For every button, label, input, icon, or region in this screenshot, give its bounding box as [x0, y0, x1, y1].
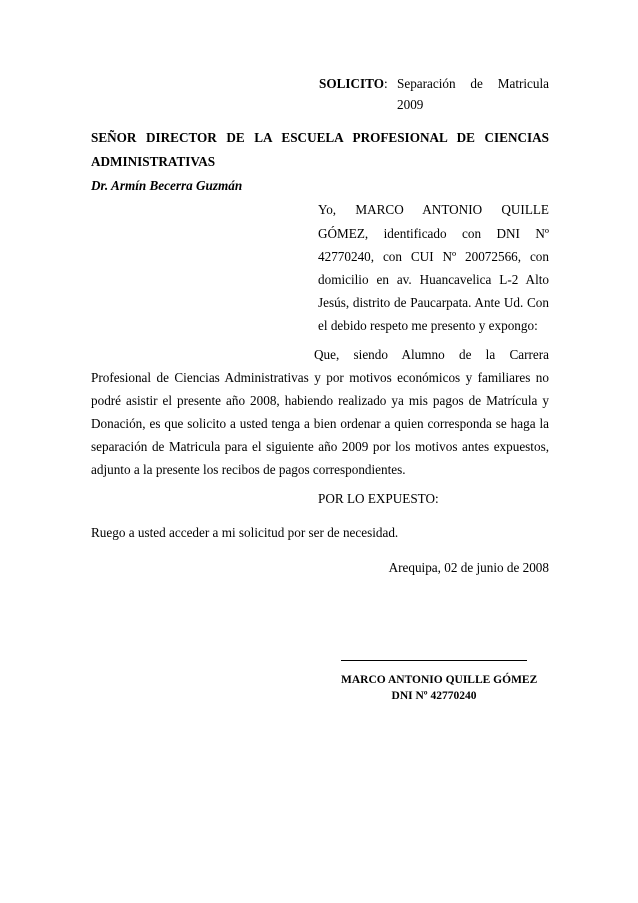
intro-line-1: Yo, MARCO ANTONIO QUILLE — [318, 202, 549, 217]
solicito-line-1 — [319, 76, 549, 92]
body-line-1: Que, siendo Alumno de la Carrera — [314, 347, 549, 362]
place-date: Arequipa, 02 de junio de 2008 — [388, 560, 549, 575]
ruego-text: Ruego a usted acceder a mi solicitud por ser de necesidad. — [91, 525, 399, 540]
solicito-text-1: Separación de Matricula — [397, 76, 549, 91]
body-line-4: Donación, es que solicito a usted tenga a bien ordenar a quien corresponda se haga la — [91, 416, 549, 431]
intro-line-2: GÓMEZ, identificado con DNI Nº — [318, 226, 549, 241]
por-lo-expuesto: POR LO EXPUESTO: — [318, 491, 439, 506]
signature-name: MARCO ANTONIO QUILLE GÓMEZ — [341, 674, 538, 686]
solicito-colon: : — [384, 76, 388, 91]
solicito-text-2: 2009 — [397, 97, 424, 112]
signature-dni: DNI Nº 42770240 — [391, 690, 477, 702]
addressee-name: Dr. Armín Becerra Guzmán — [91, 178, 243, 193]
body-line-6: adjunto a la presente los recibos de pagos correspondientes. — [91, 462, 406, 477]
signature-line — [341, 660, 527, 661]
intro-line-5: Jesús, distrito de Paucarpata. Ante Ud. Con — [318, 295, 549, 310]
intro-line-4: domicilio en av. Huancavelica L-2 Alto — [318, 272, 549, 287]
solicito-label: SOLICITO — [319, 76, 384, 91]
addressee-line-1: SEÑOR DIRECTOR DE LA ESCUELA PROFESIONAL DE CIENCIAS — [91, 130, 549, 145]
body-line-2: Profesional de Ciencias Administrativas y por motivos económicos y familiares no — [91, 370, 549, 385]
body-line-5: separación de Matricula para el siguiente año 2009 por los motivos antes expuestos, — [91, 439, 549, 454]
body-line-3: podré asistir el presente año 2008, habiendo realizado ya mis pagos de Matrícula y — [91, 393, 549, 408]
addressee-line-2: ADMINISTRATIVAS — [91, 154, 216, 169]
intro-line-6: el debido respeto me presento y expongo: — [318, 318, 538, 333]
intro-line-3: 42770240, con CUI Nº 20072566, con — [318, 249, 549, 264]
